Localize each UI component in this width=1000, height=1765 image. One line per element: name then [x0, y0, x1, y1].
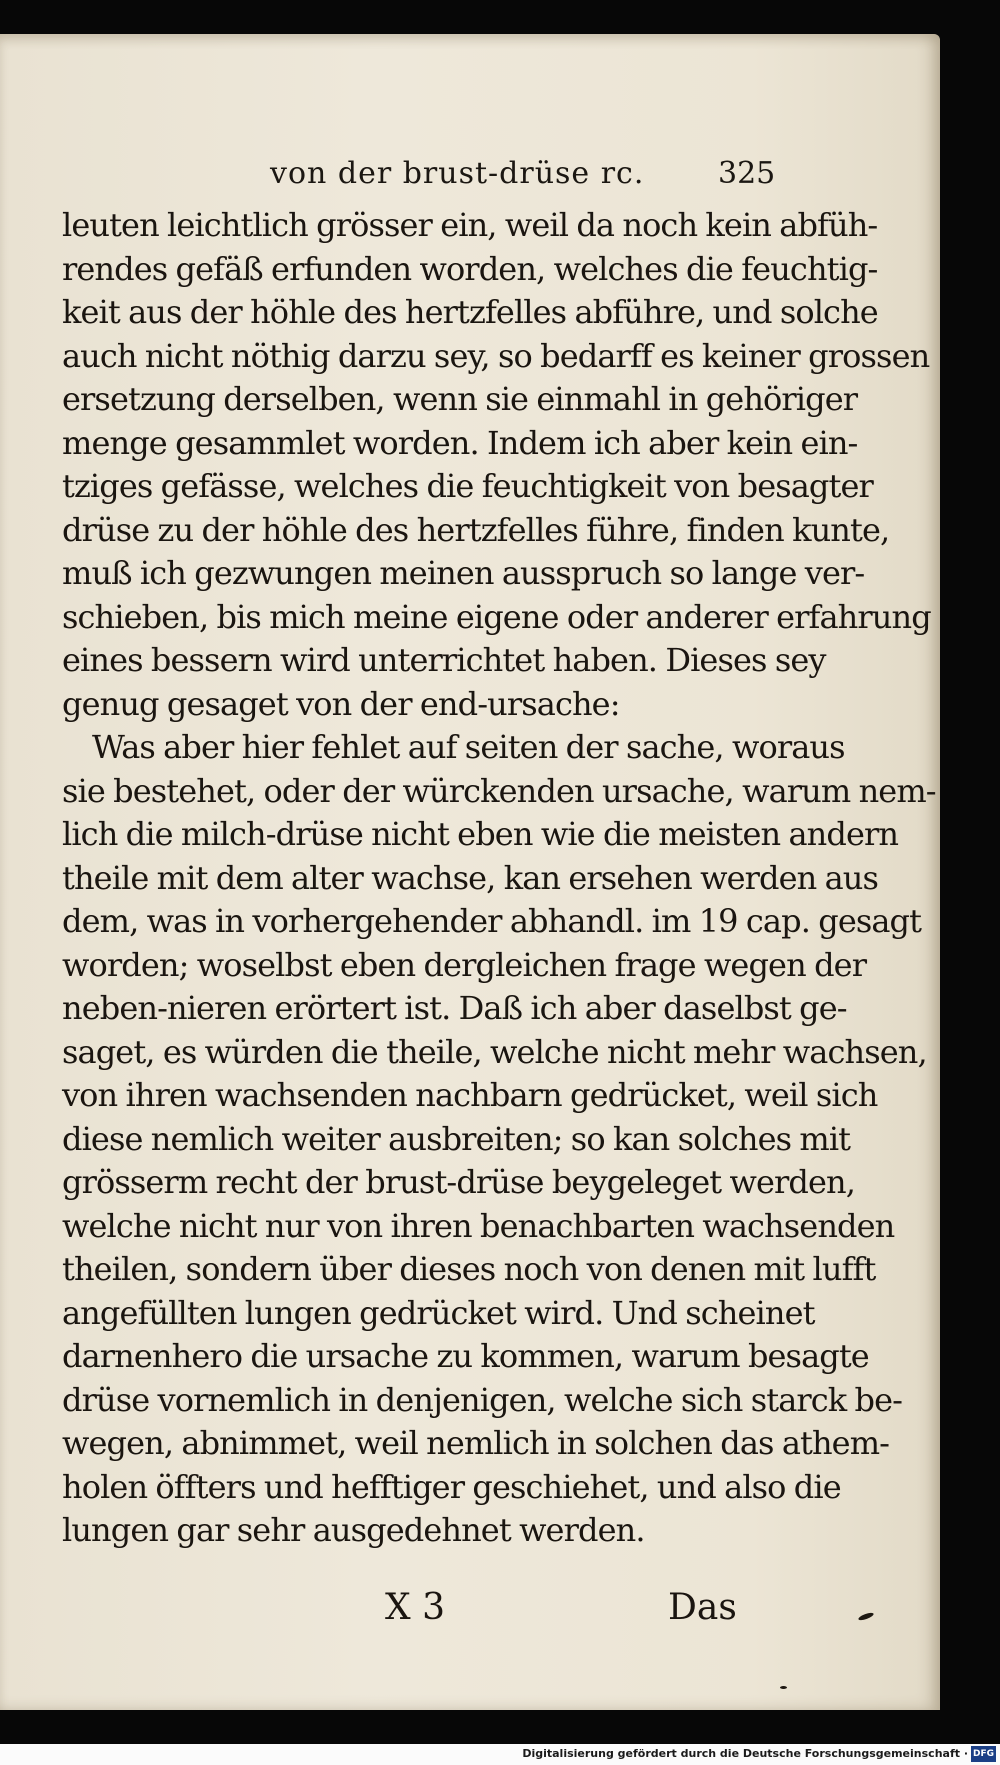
text-line: angefüllten lungen gedrücket wird. Und scheinet [62, 1293, 815, 1332]
text-line: neben-nieren erörtert ist. Daß ich aber daselbst ge- [62, 989, 847, 1027]
paragraph-start-line: Was aber hier fehlet auf seiten der sache, woraus [92, 728, 845, 766]
book-page [0, 34, 940, 1710]
text-line: drüse zu der höhle des hertzfelles führe, finden kunte, [62, 510, 890, 549]
running-head: von der brust-drüse rc. [270, 156, 645, 191]
text-line: muß ich gezwungen meinen ausspruch so lange ver- [62, 554, 865, 592]
text-line: sie bestehet, oder der würckenden ursache, warum nem- [62, 771, 936, 810]
text-line: eines bessern wird unterrichtet haben. Dieses sey [62, 641, 826, 679]
text-line: welche nicht nur von ihren benachbarten wachsenden [62, 1206, 895, 1245]
footer-bar [0, 1744, 1000, 1765]
body-text [62, 204, 936, 1553]
ink-speck [858, 1611, 875, 1621]
text-line: lungen gar sehr ausgedehnet werden. [62, 1511, 645, 1549]
catchword: Das [668, 1587, 737, 1628]
text-line: ersetzung derselben, wenn sie einmahl in gehöriger [62, 380, 858, 418]
text-line: keit aus der höhle des hertzfelles abführe, und solche [62, 293, 878, 331]
text-line: von ihren wachsenden nachbarn gedrücket, weil sich [62, 1076, 878, 1114]
page-number: 325 [718, 156, 776, 191]
footer-credit: Digitalisierung gefördert durch die Deutsche Forschungsgemeinschaft · [522, 1747, 968, 1760]
text-line: worden; woselbst eben dergleichen frage wegen der [62, 945, 867, 984]
text-line: menge gesammlet worden. Indem ich aber kein ein- [62, 423, 858, 462]
text-line: holen öffters und hefftiger geschiehet, und also die [62, 1467, 841, 1506]
text-line: diese nemlich weiter ausbreiten; so kan solches mit [62, 1119, 851, 1158]
text-line: saget, es würden die theile, welche nicht mehr wachsen, [62, 1032, 927, 1071]
dfg-logo: DFG [971, 1746, 996, 1762]
ink-speck [780, 1686, 787, 1689]
text-line: dem, was in vorhergehender abhandl. im 19 cap. gesagt [62, 902, 922, 940]
text-line: lich die milch-drüse nicht eben wie die meisten andern [62, 815, 899, 853]
text-line: schieben, bis mich meine eigene oder anderer erfahrung [62, 597, 931, 636]
text-line: genug gesaget von der end-ursache: [62, 684, 620, 723]
text-line: grösserm recht der brust-drüse beygeleget werden, [62, 1163, 856, 1201]
text-line: theile mit dem alter wachse, kan ersehen werden aus [62, 858, 879, 897]
text-line: leuten leichtlich grösser ein, weil da noch kein abfüh- [62, 206, 878, 244]
text-line: rendes gefäß erfunden worden, welches die feuchtig- [62, 249, 878, 288]
text-line: theilen, sondern über dieses noch von denen mit lufft [62, 1250, 876, 1288]
text-line: auch nicht nöthig darzu sey, so bedarff es keiner grossen [62, 336, 930, 375]
text-line: darnenhero die ursache zu kommen, warum besagte [62, 1337, 869, 1375]
text-line: wegen, abnimmet, weil nemlich in solchen das athem- [62, 1424, 890, 1462]
text-line: tziges gefässe, welches die feuchtigkeit von besagter [62, 467, 873, 505]
signature-mark: X 3 [385, 1587, 445, 1628]
text-line: drüse vornemlich in denjenigen, welche sich starck be- [62, 1380, 903, 1419]
